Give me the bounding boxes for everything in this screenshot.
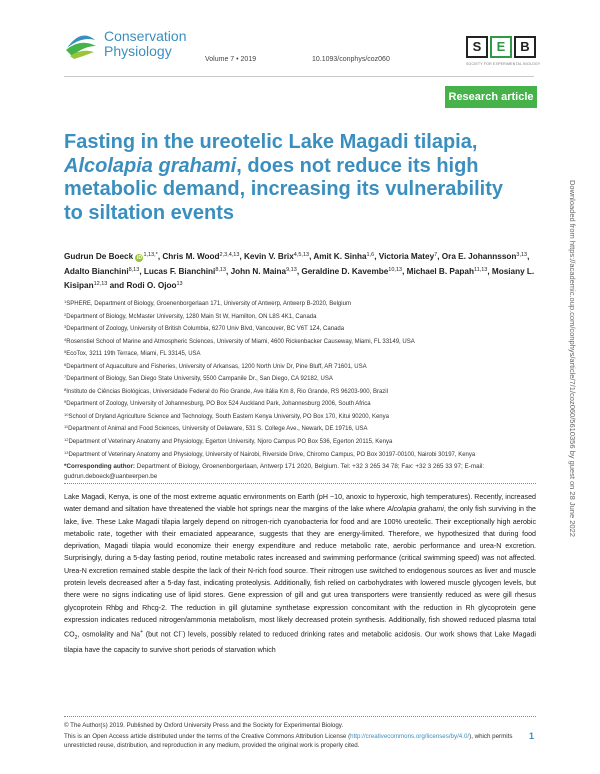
affiliation-text: Instituto de Ciências Biológicas, Universidade Federal do Rio Grande, Ave Itália Km 8, Rio Grande, RS 96203-900, Brazil bbox=[66, 388, 388, 395]
affiliation-number: 10 bbox=[64, 411, 69, 417]
author-name[interactable]: Gudrun De Boeck bbox=[64, 252, 134, 261]
affiliation-item bbox=[64, 397, 534, 410]
affiliation-text: Department of Zoology, University of British Columbia, 6270 Univ Blvd, Vancouver, BC V6T 1Z4, Canada bbox=[66, 326, 345, 333]
journal-name bbox=[104, 29, 187, 59]
footer-divider bbox=[64, 716, 536, 717]
abstract-text-3: , osmolality and Na bbox=[77, 630, 141, 639]
author-affiliation-marker: 13 bbox=[176, 281, 183, 287]
author-affiliation-marker: 11,13 bbox=[473, 266, 488, 273]
author-name[interactable]: Mosiany L. Kisipan bbox=[64, 266, 535, 290]
download-note bbox=[568, 180, 587, 740]
affiliation-number: 12 bbox=[64, 437, 69, 443]
author-affiliation-marker: 1,6 bbox=[366, 252, 375, 258]
affiliation-text: Department of Veterinary Anatomy and Physiology, University of Nairobi, Riverside Drive, Chiromo Campus, PO Box 30197-00100, Nairobi 30197, Kenya bbox=[68, 451, 476, 458]
journal-name-line2: Physiology bbox=[104, 43, 172, 59]
affiliation-number: 5 bbox=[64, 349, 67, 355]
author-entry bbox=[126, 281, 182, 290]
author-entry: John N. Maina$^{9,13}$, bbox=[230, 266, 302, 276]
corresponding-author bbox=[64, 462, 534, 481]
download-note-text: Downloaded from https://academic.oup.com/conphys/article/7/1/coz060/5610356 by guest on 28 June 2022 bbox=[568, 180, 577, 537]
seb-letter-s: S bbox=[466, 36, 488, 58]
page-number: 1 bbox=[529, 731, 535, 741]
author-name[interactable]: Amit K. Sinha bbox=[313, 252, 367, 261]
affiliation-item bbox=[64, 385, 534, 398]
author-affiliation-marker: 7 bbox=[434, 252, 438, 258]
affiliation-text: Department of Zoology, University of Johannesburg, PO Box 524 Auckland Park, Johannesburg 2006, South Africa bbox=[66, 401, 371, 408]
author-entry: Geraldine D. Kavembe$^{10,13}$, bbox=[301, 266, 407, 276]
affiliation-text: Department of Biology, McMaster University, 1280 Main St W, Hamilton, ON L8S 4K1, Canada bbox=[66, 313, 317, 320]
license-link[interactable]: http://creativecommons.org/licenses/by/4.0/ bbox=[350, 733, 470, 740]
author-name[interactable]: John N. Maina bbox=[230, 266, 287, 276]
affiliation-item bbox=[64, 297, 534, 310]
affiliation-item bbox=[64, 435, 534, 448]
affiliation-text: EcoTox, 3211 19th Terrace, Miami, FL 33145, USA bbox=[66, 351, 201, 358]
author-affiliation-marker: 3,13 bbox=[516, 252, 528, 258]
license-text bbox=[64, 732, 534, 750]
affiliation-number: 4 bbox=[64, 336, 67, 342]
affiliation-text: Department of Biology, San Diego State University, 5500 Campanile Dr., San Diego, CA 92182, USA bbox=[66, 376, 333, 383]
affiliation-number: 9 bbox=[64, 399, 67, 405]
affiliation-number: 6 bbox=[64, 361, 67, 367]
journal-name-line1: Conservation bbox=[104, 28, 187, 44]
author-name[interactable]: Rodi O. Ojoo bbox=[126, 281, 177, 290]
corresponding-text: Department of Biology, Groenenborgerlaan, Antwerp 171 2020, Belgium. Tel: +32 3 265 34 78; Fax: +32 3 265 33 97; E-mail: gudrun.deboeck@uantwerpen.be bbox=[64, 463, 485, 480]
author-entry: Kevin V. Brix$^{4,5,13}$, bbox=[244, 252, 314, 261]
seb-tagline: SOCIETY FOR EXPERIMENTAL BIOLOGY bbox=[466, 62, 541, 66]
affiliation-item bbox=[64, 422, 534, 435]
author-name[interactable]: Kevin V. Brix bbox=[244, 252, 294, 261]
co2-subscript: 2 bbox=[74, 635, 78, 642]
title-species: Alcolapia grahami bbox=[64, 154, 237, 177]
header-divider bbox=[64, 76, 534, 77]
affiliation-number: 13 bbox=[64, 449, 69, 455]
author-affiliation-marker: 8,13 bbox=[128, 266, 140, 273]
author-name[interactable]: Ora E. Johannsson bbox=[441, 252, 517, 261]
abstract-text-1: Lake Magadi, Kenya, is one of the most extreme aquatic environments on Earth (pH ~10, anoxic to hyperoxic, high temperatures). Recently, increased water demand and siltation have threatened the viable hot springs near the margins of the lake where bbox=[64, 493, 536, 514]
na-superscript: + bbox=[140, 629, 143, 636]
author-affiliation-marker: 4,5,13 bbox=[293, 252, 310, 258]
affiliation-text: Department of Veterinary Anatomy and Physiology, Egerton University, Njoro Campus PO Box 536, Egerton 20115, Kenya bbox=[68, 439, 393, 446]
affiliation-item bbox=[64, 360, 534, 373]
affiliation-item bbox=[64, 310, 534, 323]
author-entry: Michael B. Papah$^{11,13}$, bbox=[406, 266, 492, 276]
journal-logo-icon bbox=[64, 26, 98, 60]
author-name[interactable]: Michael B. Papah bbox=[406, 266, 474, 276]
author-name[interactable]: Adalto Bianchini bbox=[64, 266, 129, 276]
abstract-text-5: ) levels, possibly related to reduced drinking rates and metabolic acidosis. Our work shows that Lake Magadi tilapia have the capacity to survive short periods of starvation which bbox=[64, 630, 537, 655]
affiliation-number: 7 bbox=[64, 374, 67, 380]
volume-info: Volume 7 • 2019 bbox=[205, 56, 257, 63]
author-entry: Victoria Matey$^7$, bbox=[378, 252, 442, 261]
doi-link[interactable]: 10.1093/conphys/coz060 bbox=[312, 56, 390, 63]
abstract-species: Alcolapia grahami bbox=[387, 505, 444, 514]
author-entry: Amit K. Sinha$^{1,6}$, bbox=[313, 252, 379, 261]
affiliation-number: 3 bbox=[64, 324, 67, 330]
author-affiliation-marker: 12,13 bbox=[93, 281, 108, 287]
affiliation-item bbox=[64, 410, 534, 423]
title-part2: , does not reduce its high metabolic demand, increasing its vulnerability to siltation events bbox=[64, 154, 504, 224]
author-entry: Lucas F. Bianchini$^{8,13}$, bbox=[143, 266, 231, 276]
license-text-a: This is an Open Access article distributed under the terms of the Creative Commons Attribution License ( bbox=[64, 733, 351, 740]
orcid-icon[interactable]: iD bbox=[136, 255, 142, 261]
seb-letter-e: E bbox=[490, 36, 512, 58]
article-title bbox=[64, 131, 504, 225]
author-entry: Chris M. Wood$^{2,3,4,13}$, bbox=[162, 252, 244, 261]
affiliation-item bbox=[64, 335, 534, 348]
license-text-b: ), which permits unrestricted reuse, distribution, and reproduction in any medium, provided the original work is properly cited. bbox=[64, 733, 513, 749]
abstract-divider bbox=[64, 483, 536, 484]
author-affiliation-marker: 8,13 bbox=[215, 266, 227, 273]
affiliation-item bbox=[64, 448, 534, 461]
affiliation-text: Department of Animal and Food Sciences, University of Delaware, 531 S. College Ave., Newark, DE 19716, USA bbox=[68, 426, 368, 433]
affiliation-item bbox=[64, 347, 534, 360]
abstract-text-4: (but not Cl bbox=[143, 630, 181, 639]
author-name[interactable]: Geraldine D. Kavembe bbox=[301, 266, 389, 276]
author-list bbox=[64, 249, 536, 293]
affiliation-number: 8 bbox=[64, 386, 67, 392]
affiliation-text: Department of Aquaculture and Fisheries, University of Arkansas, 1200 North Univ Dr, Pine Bluff, AR 71601, USA bbox=[66, 363, 367, 370]
seb-letter-b: B bbox=[514, 36, 536, 58]
abstract-text-2: , the only fish surviving in the lake, live. These Lake Magadi tilapia largely depend on nitrogen-rich cyanobacteria for food and are 100% ureotelic. Their exceptionally high aerobic metabolic rate, together with their emaciated appearance, suggests that they are energy-limited. Therefore, we hypothesized that during food deprivation, Magadi tilapia would economize their energy expenditure and reduce metabolic rate, aerobic performance and urea-N excretion. Surprisingly, during a 5-day fasting period, routine metabolic rates increased and swimming performance (critical swimming speed) was not affected. Urea-N excretion remained stable despite the lack of their N-rich food source. Their nitrogen use switched to endogenous sources as liver and muscle protein levels decreased after a 5-day fast, indicating proteolysis. Additionally, fish relied on carbohydrates with lowered muscle glycogen levels, but there were no signs indicating use of lipid stores. Gene expression of gill and gut urea transporters were transiently reduced as were gill rhesus glycoprotein Rhbg and Rhcg-2. The reduction in gill glutamine synthetase expression concomitant with the reduction in Rh glycoprotein gene expression indicates reduced nitrogen/ammonia metabolism, most likely decreased protein synthesis. Additionally, fish showed reduced plasma total CO bbox=[64, 505, 537, 639]
author-name[interactable]: Victoria Matey bbox=[378, 252, 435, 261]
title-part1: Fasting in the ureotelic Lake Magadi tilapia, bbox=[64, 131, 478, 153]
affiliation-list bbox=[64, 297, 534, 460]
author-entry: Mosiany L. Kisipan$^{12,13}$ and bbox=[64, 266, 535, 290]
corresponding-label: *Corresponding author: bbox=[64, 463, 136, 470]
affiliation-text: Rosenstiel School of Marine and Atmospheric Sciences, University of Miami, 4600 Rickenbacker Causeway, Miami, FL 33149, USA bbox=[66, 338, 415, 345]
affiliation-number: 11 bbox=[64, 424, 69, 430]
affiliation-item bbox=[64, 372, 534, 385]
article-type-badge: Research article bbox=[445, 86, 537, 108]
author-affiliation-marker: 1,13,* bbox=[143, 252, 158, 258]
affiliation-number: 2 bbox=[64, 311, 67, 317]
affiliation-text: School of Dryland Agriculture Science and Technology, South Eastern Kenya University, PO Box 170, Kitui 90200, Kenya bbox=[68, 413, 389, 420]
copyright-line: © The Author(s) 2019. Published by Oxford University Press and the Society for Experimental Biology. bbox=[64, 722, 344, 729]
affiliation-text: SPHERE, Department of Biology, Groenenborgerlaan 171, University of Antwerp, Antwerp B-2020, Belgium bbox=[66, 301, 351, 307]
abstract bbox=[64, 491, 536, 657]
author-entry: Adalto Bianchini$^{8,13}$, bbox=[64, 266, 144, 276]
affiliation-number: 1 bbox=[64, 299, 67, 304]
author-affiliation-marker: 10,13 bbox=[388, 266, 403, 273]
author-affiliation-marker: 2,3,4,13 bbox=[219, 252, 240, 258]
seb-logo bbox=[466, 36, 538, 58]
author-entry: Ora E. Johannsson$^{3,13}$, bbox=[441, 252, 530, 261]
author-entry: Gudrun De Boeck iD $^{1,13,*}$, bbox=[64, 252, 163, 261]
author-affiliation-marker: 9,13 bbox=[286, 266, 297, 273]
affiliation-item bbox=[64, 322, 534, 335]
author-name[interactable]: Chris M. Wood bbox=[162, 252, 220, 261]
cl-superscript: − bbox=[180, 629, 183, 636]
author-name[interactable]: Lucas F. Bianchini bbox=[143, 266, 216, 276]
